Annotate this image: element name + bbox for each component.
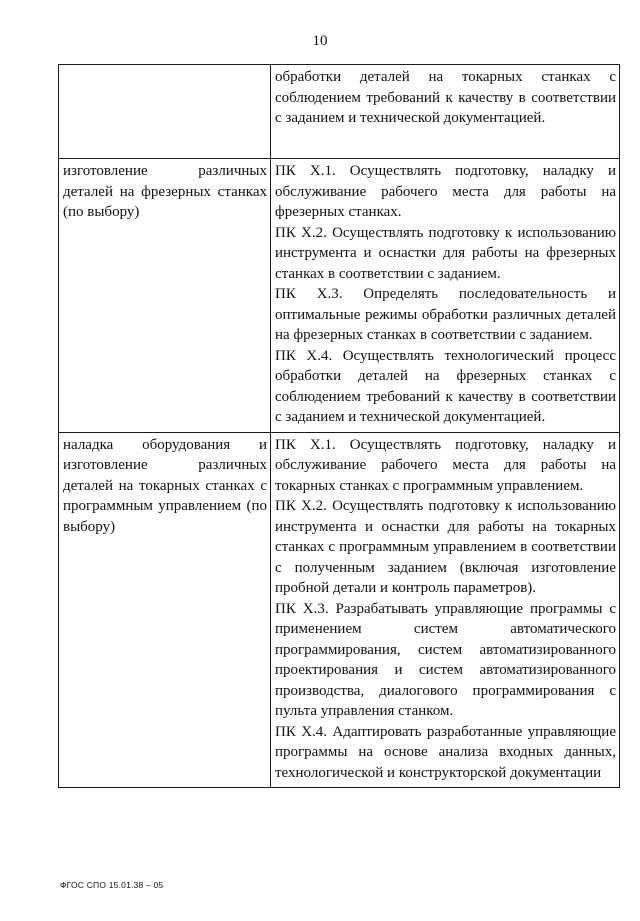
competency-cell [271,159,620,433]
competency-item: ПК Х.1. Осуществлять подготовку, наладку и обслуживание рабочего места для работы на фрезерных станках. [275,163,616,220]
competency-item: ПК Х.2. Осуществлять подготовку к использованию инструмента и оснастки для работы на фрезерных станках в соответствии с заданием. [275,224,616,282]
activity-cell [59,65,271,159]
competency-item: обработки деталей на токарных станках с соблюдением требований к качеству в соответствии с заданием и технической документацией. [275,69,616,126]
competency-cell [271,65,620,159]
competency-cell [271,432,620,788]
table-row [59,432,620,788]
table-row [59,159,620,433]
table-row [59,65,620,159]
competency-item: ПК Х.1. Осуществлять подготовку, наладку и обслуживание рабочего места для работы на токарных станках с программным управлением. [275,436,616,494]
page-number: 10 [312,33,328,49]
competency-table [58,64,620,788]
activity-cell: наладка оборудования и изготовление различных деталей на токарных станках с программным управлением (по выбору) [59,432,271,788]
document-code: ФГОС СПО 15.01.38 – 05 [60,880,164,890]
competency-item: ПК Х.4. Адаптировать разработанные управляющие программы на основе анализа входных данных, технологической и конструкторской документации [275,723,616,781]
competency-item: ПК Х.3. Разрабатывать управляющие программы с применением систем автоматического программирования, систем автоматизированного проектирования и систем автоматизированного производства, диалогового программирования с пульта управления станком. [275,600,616,719]
activity-cell: изготовление различных деталей на фрезерных станках (по выбору) [59,159,271,433]
competency-item: ПК Х.3. Определять последовательность и оптимальные режимы обработки различных деталей на фрезерных станках в соответствии с заданием. [275,286,616,343]
competency-item: ПК Х.4. Осуществлять технологический процесс обработки деталей на фрезерных станках с соблюдением требований к качеству в соответствии с заданием и технической документацией. [275,347,616,425]
competency-item: ПК Х.2. Осуществлять подготовку к использованию инструмента и оснастки для работы на токарных станках с программным управлением в соответствии с полученным заданием (включая изготовление пробной детали и контроль параметров). [275,498,616,596]
